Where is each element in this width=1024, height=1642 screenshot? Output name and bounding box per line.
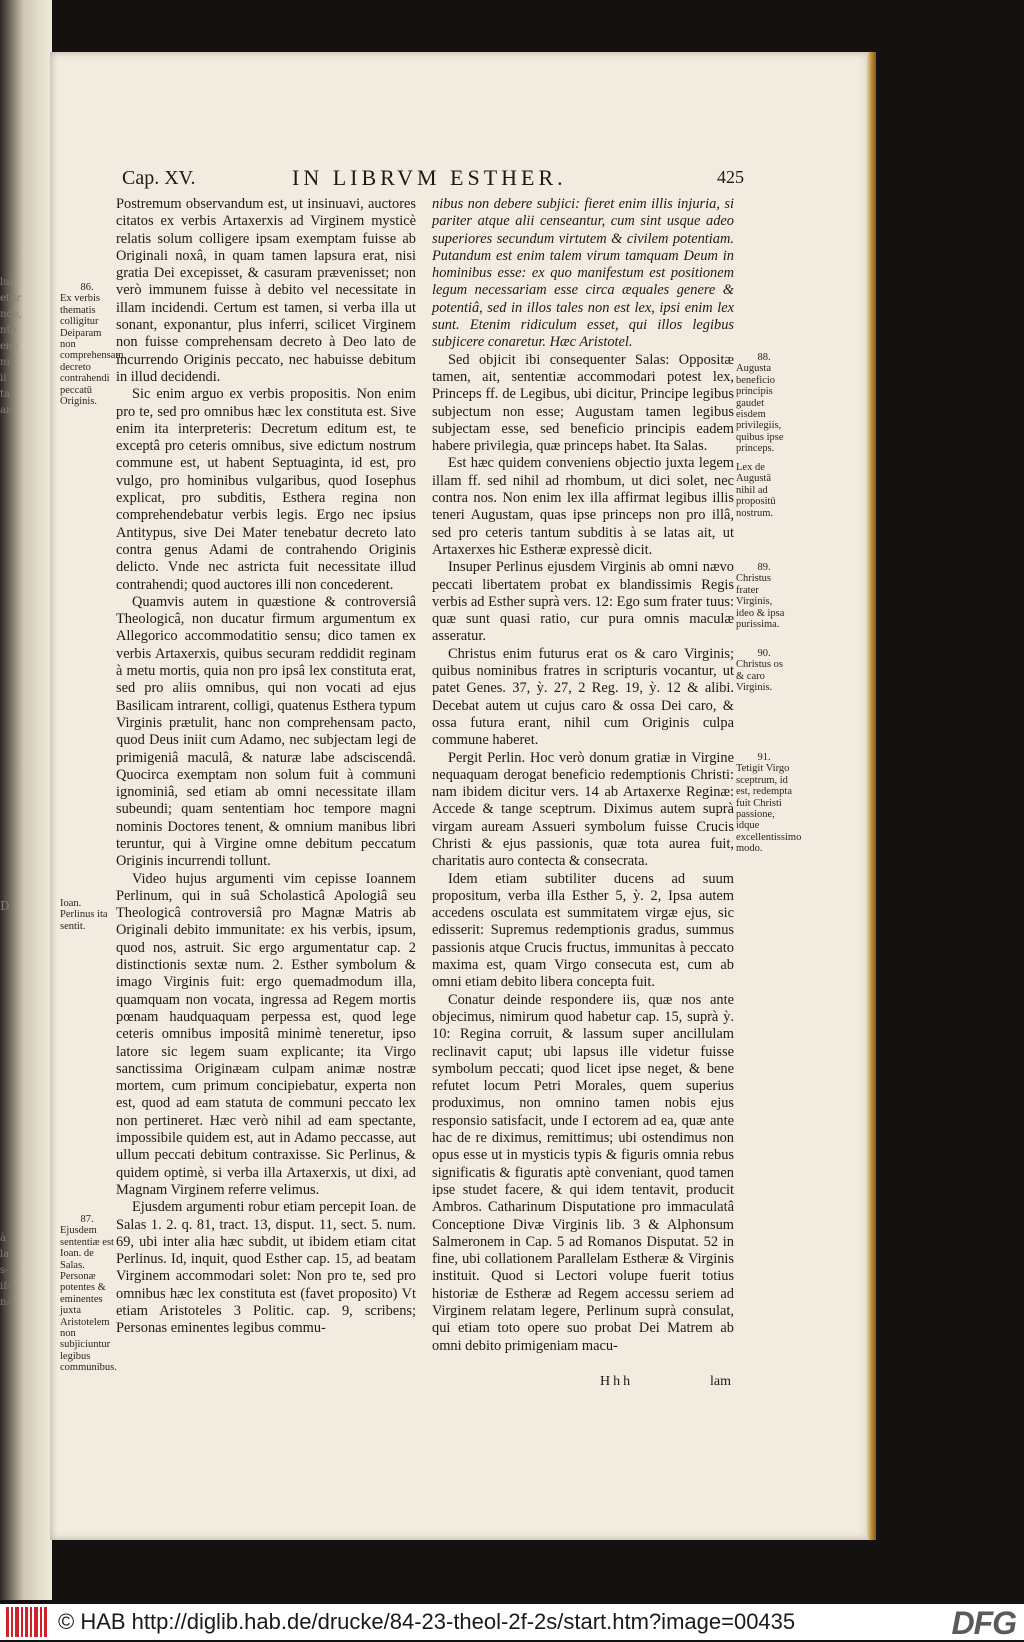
margin-note [60,898,114,932]
running-header [122,165,744,191]
right-text-column [432,196,734,1355]
margin-note [736,648,792,694]
bleed-text: à [0,1233,6,1244]
margin-note-number: 90. [757,648,771,659]
paragraph: Idem etiam subtiliter ducens ad suum propositum, verba illa Esther 5, ỳ. 2, Ipsa autem accedens osculata est summitatem virgæ ejus, sic edisserit: Supremus redemptionis gradus, summus passionis atque Crucis fructus, immunitas à peccato maxima est, quam Virgo consecuta est, cum ab omni etiam debito libera concepta fuit. [432,870,734,991]
printer-signature-mark: Hhh [600,1374,634,1389]
margin-note-text: Christus os & caro Virginis. [736,659,783,694]
paragraph: Quamvis autem in quæstione & controversiâ Theologicâ, non ducatur firmum argumentum ex Allegorico accommodatitio sensu; dico tamen ex verbis Artaxerxis, quibus securam reddidit reginam à metu mortis, quia non pro ipsâ lex constituta erat, sed pro aliis omnibus, qui non vocati ad ejus Basilicam intrarent, colligi, quatenus Esthera typum Virginis prætulit, hanc non comprehensam pacto, quod Deus iniit cum Adamo, nec subjectam legi de primigeniâ maculâ, & naturæ labe adsciscendâ. Quocirca exemptam non solum fuit à communi ignominiâ, sed etiam ab omni necessitate illam subeundi; quam sententiam hoc tempore magni nominis Doctores tenent, & omnium manibus libri teruntur, qui à Virgine omne debitum peccatum Originis incurrendi tollunt. [116,593,416,870]
margin-note-number: 88. [757,352,771,363]
left-text-column [116,196,416,1338]
margin-note [60,1214,117,1374]
bleed-text: em: [0,341,19,352]
margin-note-text: Tetigit Virgo sceptrum, id est, redempta fuit Christi passione, idque excellentissimo modo. [736,763,802,855]
margin-note [736,752,802,855]
margin-note-text: Lex de Augustā nihil ad propositū nostrum. [736,462,776,519]
margin-note-text: Ioan. Perlinus ita sentit. [60,898,108,932]
bleed-text: s- [0,1265,9,1276]
margin-note-number: 91. [757,752,771,763]
dfg-logo: DFG [951,1605,1016,1641]
running-title: IN LIBRVM ESTHER. [292,165,567,190]
margin-note-text: Ejusdem sententiæ est Ioan. de Salas. Personæ potentes & eminentes juxta Aristotelem non subjiciuntur legibus communibus. [60,1225,117,1374]
margin-note-text: Augusta beneficio principis gaudet eisdem privilegiis, quibus ipse princeps. [736,363,784,455]
paragraph: Est hæc quidem conveniens objectio juxta legem illam ff. sed nihil ad rhombum, ut dici solet, nec contra nos. Non enim lex illa affirmat legibus illis teneri Augustam, quas ipse princeps non pro illâ, sed pro ceteris tantum subditis à se latas ait, ut Artaxerxes hic Estheræ expressè dicit. [432,455,734,558]
margin-note [736,352,792,455]
chapter-label: Cap. XV. [122,167,196,189]
bleed-text: ar- [0,405,15,416]
margin-note-number: 89. [757,562,771,573]
paragraph: Postremum observandum est, ut insinuavi, auctores citatos ex verbis Artaxerxis ad Virginem mysticè relatis solum colligere ipsam exemptam fuisse ab Originali noxâ, in quam tamen lapsura erat, nisi gratia Dei excepisset, & casuram prævenisset; non verò immunem fuisse à debito vel necessitate in illam incidendi. Certum est tamen, si verba illa ut sonant, exponantur, plus inferri, scilicet Virginem non fuisse comprehensam decreto à Deo lato de incurrendo Originis peccato, nec habuisse debitum in illud decidendi. [116,196,416,385]
catchword: lam [710,1374,731,1389]
margin-note [60,282,124,408]
facing-page-edge [0,0,52,1600]
paragraph: Sed objicit ibi consequenter Salas: Oppositæ tamen, ait, sententiæ accommodari potest lex, Princeps ff. de Legibus, ubi dicitur, Principe legibus subjectum non esse; Augustam tamen legibus subjectam esse, sed beneficio principis eadem habere privilegia, quæ princeps habet. Ita Salas. [432,351,734,455]
bleed-text: la [0,1249,10,1260]
bleed-text: if- [0,1281,10,1292]
paragraph: Christus enim futurus erat os & caro Virginis; quibus nominibus fratres in scripturis vocantur, ut patet Genes. 37, ỳ. 27, 2 Reg. 19, ỳ. 12 & alibi. Decebat autem ut cujus caro & ossa Dei caro, & ossa futura erant, nihil cum Originis culpa commune haberet. [432,645,734,749]
margin-note-number: 87. [80,1214,94,1225]
bleed-text: ni- [0,357,14,368]
paragraph: Video hujus argumenti vim cepisse Ioannem Perlinum, qui in suâ Scholasticâ Apologiâ seu Theologicâ controversiâ pro Magnæ Matris ab Originali debito immunitate: ex his verbis, ipsum, quod nos, astruit. Sic ergo argumentatur cap. 2 distinctionis sextæ num. 2. Esther symbolum & imago Virginis fuit: ergo quemadmodum illa, quamquam non vocata, ingressa ad Regem mortis pœnam haudquaquam perpessa est, quod lege ceteris omnibus impositâ minimè teneretur, ipso latore sic legem suam explicante; ita Virgo sanctissima Originæam culpam animæ nostræ mortem, cum primum concipiebatur, experta non est, quod ad eam statuta de communi peccato lex non pertineret. Hæc verò nihil ad eam spectante, impossibile quidem est, aut in Adamo peccasse, aut ullum peccati debitum contraxisse. Sic Perlinus, & quidem optimè, si verba illa Artaxerxis, ut dixi, ad Magnam Virginem referre velimus. [116,870,416,1198]
margin-note [736,462,792,519]
margin-note-text: Christus frater Virginis, ideo & ipsa purissima. [736,573,785,631]
barcode-icon [6,1607,52,1637]
paragraph: Sic enim arguo ex verbis propositis. Non enim pro te, sed pro omnibus hæc lex constituta est. Sive enim ita interpreteris: Decretum editum est, te exceptâ pro ceteris omnibus, sive edictum nostrum commune est, ut habent Septuaginta, id est, pro vulgo, pro hominibus vulgaribus, quod Iosephus explicat, pro subditis, Esthera regina non comprehendebatur verbis legis. Ergo nec ipsius Antitypus, sive Dei Mater tenebatur decreto lato contra genus Adami de contrahendo Originis delicto. Vnde nec astricta fuit necessitate illud contrahendi; quod auctores illi non concederent. [116,386,416,593]
copyright-url[interactable]: © HAB http://diglib.hab.de/drucke/84-23-theol-2f-2s/start.htm?image=00435 [58,1609,796,1634]
bleed-text: nte [0,325,17,336]
paragraph: Conatur deinde respondere iis, quæ nos ante objecimus, nimirum quod habetur cap. 15, suprà ỳ. 10: Regina corruit, & lassum super ancillulam reclinavit caput; ubi lapsus ille videtur fuisse symbolum peccati; quod licet ipse neget, & bene refutet locum Petri Morales, quem superius produximus, non omnino tamen nobis ejus responsio satisfacit, unde I ectorem ad ea, quæ ante hac de re diximus, remittimus; ubi ostendimus non opus esse ut in mysticis typis & figuris omnia rebus significatis & figuratis aptè conveniant, quod tamen ipse studet facere, & qui idem tentavit, producit Ambros. Catharinum Disputatione pro immaculatâ Conceptione Divæ Virginis lib. 3 & Alphonsum Salmeronem in Cap. 5 ad Romanos Disputat. 52 in fine, ubi collationem Parallelam Estheræ & Virginis instituit. Quod si Lectori volupe fuerit totius historiæ de Estheræ ad Regem accessu seriem ad Virginem relatam legere, Perlinum suprà consulat, qui etiam toto opere suo probat Dei Matrem ab omni debito primigeniam macu- [432,991,734,1354]
gilt-page-edge [866,52,876,1540]
margin-note [736,562,792,630]
paragraph: Ejusdem argumenti robur etiam percepit Ioan. de Salas 1. 2. q. 81, tract. 13, disput. 11, sect. 5. num. 69, ubi inter alia hæc subdit, ut ibidem etiam citat Perlinus. Id, inquit, quod Esther cap. 15, ad beatam Virginem accommodari solet: Non pro te, sed pro omnibus hæc lex constituta est (favet proposito) Vt etiam Aristoteles 3 Politic. cap. 9, scribens; Personas eminentes legibus commu- [116,1199,416,1337]
paragraph: nibus non debere subjici: fieret enim illis injuria, si pariter atque alii censeantur, cum sint usque adeo superiores secundum virtutem & civilem potentiam. Putandum est enim talem virum tamquam Deum in hominibus esse: ex quo manifestum est positionem legum necessariam esse circa æquales genere & potentiâ, sed in illos tales non est lex, ipsi enim lex sunt. Etenim ridiculum esset, qui illos legibus subjicere conaretur. Hæc Aristotel. [432,196,734,351]
footer-bar [0,1604,1024,1640]
margin-note-text: Ex verbis thematis colligitur Deiparam non comprehensam decreto contrahendi peccatū Originis. [60,293,124,408]
paragraph: Pergit Perlin. Hoc verò donum gratiæ in Virgine nequaquam derogat beneficio redemptionis Christi: nam ibidem dicitur vers. 14 ab Artaxerxe Reginæ: Accede & tange sceptrum. Diximus autem suprà virgam auream Assueri symbolum fuisse Crucis Christi & ejus passionis, quæ tota aurea fuit, charitatis auro contecta & consecrata. [432,749,734,870]
bleed-text: ii [0,373,7,384]
bleed-text: ta [0,389,10,400]
bleed-text: nde, [0,309,22,320]
bleed-text: n- [0,1297,10,1308]
bleed-text: D [0,900,10,913]
margin-note-number: 86. [80,282,94,293]
bleed-text: lui [0,277,13,288]
bleed-text: etur [0,293,22,304]
paragraph: Insuper Perlinus ejusdem Virginis ab omni nævo peccati libertatem probat ex blandissimis Regis verbis ad Esther suprà vers. 12: Ego sum frater tuus: quæ sunt quasi ratio, cur pura omnis maculæ asseratur. [432,559,734,645]
page-number: 425 [717,167,744,187]
